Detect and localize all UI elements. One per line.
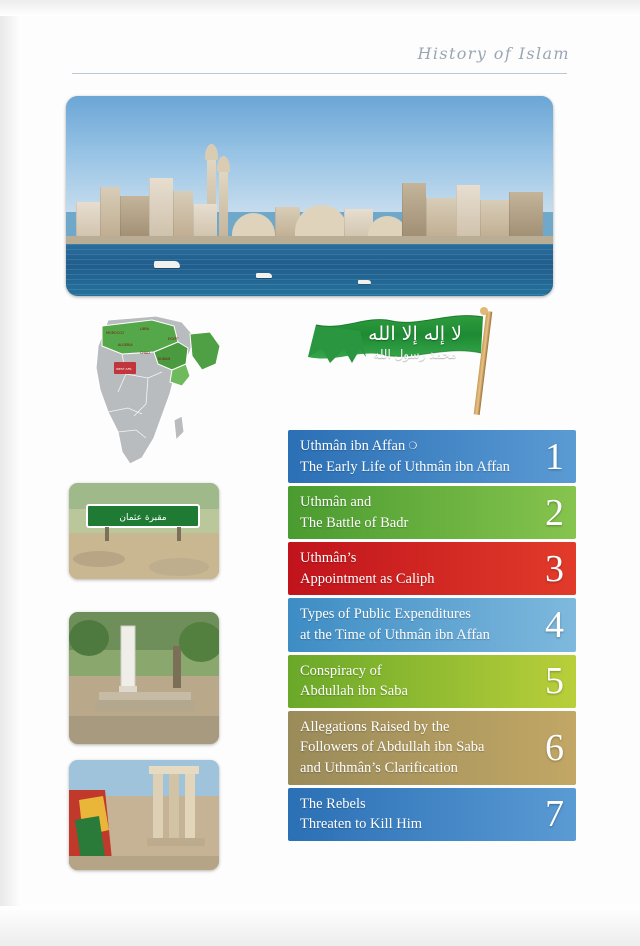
- svg-text:مقبرة عثمان: مقبرة عثمان: [119, 513, 167, 523]
- contents-line: Uthmân ibn Affan ❍: [300, 438, 418, 454]
- contents-line: and Uthmân’s Clarification: [300, 759, 458, 776]
- contents-line: Uthmân and: [300, 494, 372, 511]
- contents-row-number: 4: [545, 604, 564, 647]
- page-edge-shading-bottom: [0, 906, 640, 946]
- stone-pillar-monument-photo: [69, 612, 219, 744]
- contents-row[interactable]: [288, 486, 576, 539]
- page-edge-shading-top: [0, 0, 640, 16]
- contents-row[interactable]: [288, 788, 576, 841]
- shahada-line-1: لا إله إلا الله: [368, 323, 462, 345]
- contents-line: The Rebels: [300, 795, 366, 812]
- contents-line: at the Time of Uthmân ibn Affan: [300, 627, 490, 644]
- page-header-title: History of Islam: [417, 44, 570, 63]
- svg-text:WEST AFR.: WEST AFR.: [116, 367, 133, 371]
- contents-row-text: [300, 717, 492, 779]
- contents-row[interactable]: [288, 430, 576, 483]
- contents-row-text: [300, 492, 416, 533]
- photo-skyline: [66, 152, 553, 244]
- contents-row-number: 1: [545, 435, 564, 478]
- contents-row-number: 2: [545, 491, 564, 534]
- contents-row[interactable]: [288, 542, 576, 595]
- contents-row-number: 5: [545, 660, 564, 703]
- svg-text:MOROCCO: MOROCCO: [106, 331, 125, 335]
- svg-text:EGYPT: EGYPT: [168, 337, 179, 341]
- contents-row-number: 3: [545, 547, 564, 590]
- contents-row-number: 6: [545, 726, 564, 769]
- photo-boat: [256, 273, 272, 278]
- contents-row[interactable]: [288, 711, 576, 785]
- shahada-line-2: محمد رسول الله: [373, 346, 457, 361]
- shahada-flag: [300, 305, 515, 415]
- africa-arab-world-map: [78, 312, 230, 472]
- chapter-contents-list: [288, 430, 576, 844]
- header-divider-rule: [72, 73, 567, 74]
- alexandria-skyline-photo: [66, 96, 553, 296]
- svg-text:CHAD: CHAD: [140, 351, 150, 355]
- contents-row[interactable]: [288, 655, 576, 708]
- contents-line: The Battle of Badr: [300, 514, 409, 531]
- contents-row-text: [300, 436, 518, 477]
- contents-row-text: [300, 794, 430, 835]
- contents-line: Appointment as Caliph: [300, 570, 435, 587]
- contents-row-text: [300, 548, 443, 589]
- ancient-ruins-photo: [69, 760, 219, 870]
- contents-line: Followers of Abdullah ibn Saba: [300, 739, 485, 756]
- svg-text:LIBYA: LIBYA: [140, 327, 150, 331]
- contents-line: Threaten to Kill Him: [300, 816, 423, 833]
- photo-boat: [358, 280, 371, 284]
- contents-line: The Early Life of Uthmân ibn Affan: [300, 458, 510, 475]
- svg-text:SUDAN: SUDAN: [158, 357, 171, 361]
- photo-boat: [154, 261, 180, 268]
- photo-waterfront: [66, 236, 553, 244]
- contents-line: Allegations Raised by the: [300, 718, 450, 735]
- contents-row-number: 7: [545, 793, 564, 836]
- contents-row-text: [300, 604, 498, 645]
- photo-sea: [66, 244, 553, 296]
- svg-text:ALGERIA: ALGERIA: [118, 343, 133, 347]
- page-edge-shading-left: [0, 0, 22, 946]
- contents-line: Conspiracy of: [300, 662, 382, 679]
- contents-line: Uthmân’s: [300, 550, 357, 567]
- contents-row-text: [300, 661, 416, 702]
- contents-line: Types of Public Expenditures: [300, 606, 471, 623]
- contents-line: Abdullah ibn Saba: [300, 683, 408, 700]
- honorific-icon: ❍: [405, 440, 418, 452]
- uthman-site-signboard-photo: [69, 483, 219, 579]
- contents-row[interactable]: [288, 598, 576, 651]
